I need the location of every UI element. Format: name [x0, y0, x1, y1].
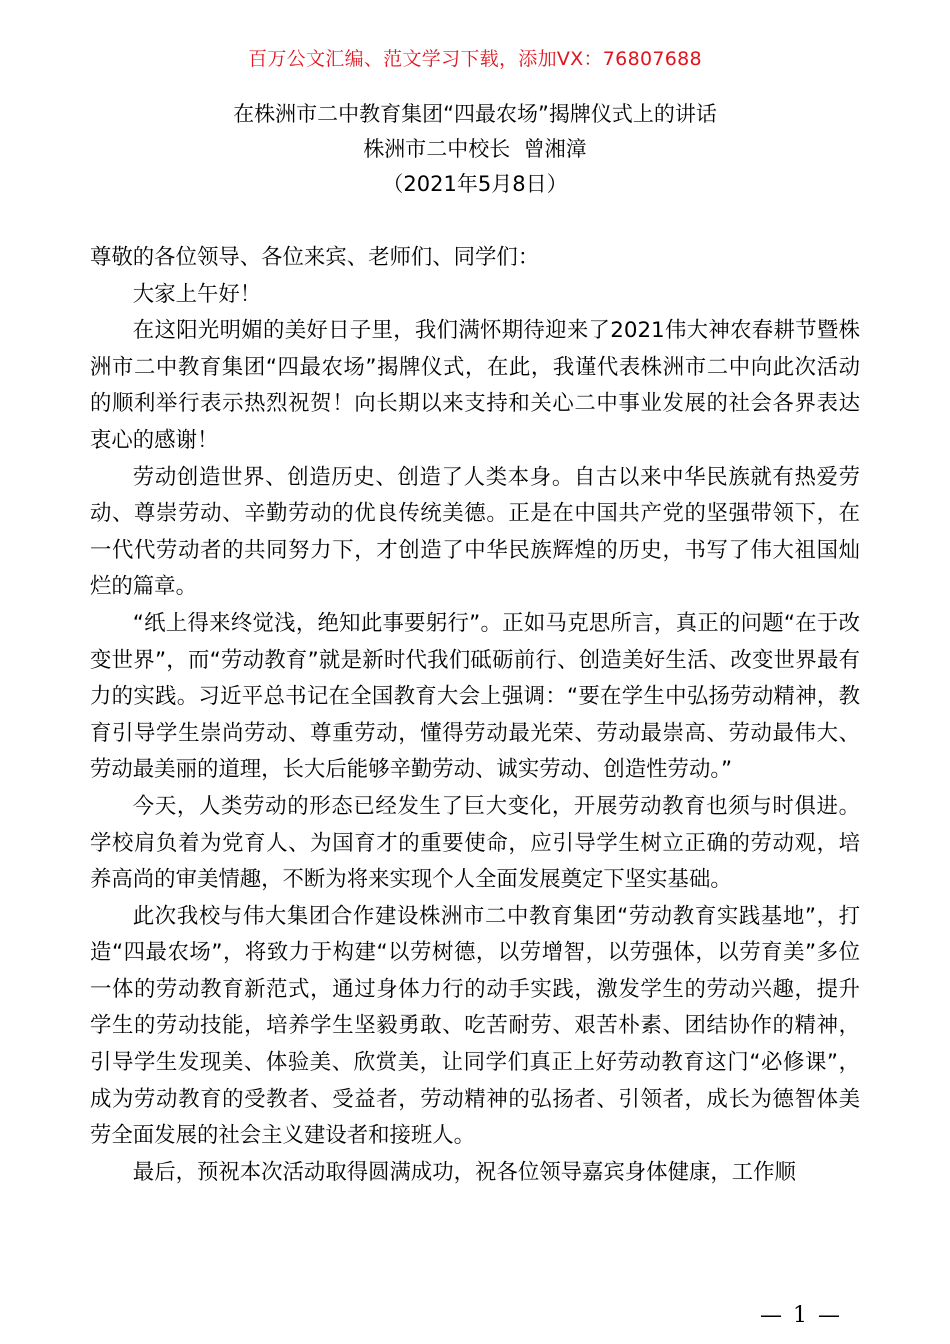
paragraph-labor-education: “纸上得来终觉浅，绝知此事要躬行”。正如马克思所言，真正的问题“在于改变世界”，而“劳动教育”就是新时代我们砥砺前行、创造美好生活、改变世界最有力的实践。习近平总书记在全国教育大会上强调：“要在学生中弘扬劳动精神，教育引导学生崇尚劳动、尊重劳动，懂得劳动最光荣、劳动最崇高、劳动最伟大、劳动最美丽的道理，长大后能够辛勤劳动、诚实劳动、创造性劳动。”	[90, 610, 860, 783]
speaker-line: 株洲市二中校长 曾湘漳	[363, 137, 587, 161]
paragraph-opening: 在这阳光明媚的美好日子里，我们满怀期待迎来了2021伟大神农春耕节暨株洲市二中教育集团“四最农场”揭牌仪式，在此，我谨代表株洲市二中向此次活动的顺利举行表示热烈祝贺！向长期以来支持和关心二中事业发展的社会各界表达衷心的感谢！	[90, 318, 860, 453]
paragraph-school-mission: 今天，人类劳动的形态已经发生了巨大变化，开展劳动教育也须与时俱进。学校肩负着为党育人、为国育才的重要使命，应引导学生树立正确的劳动观，培养高尚的审美情趣，不断为将来实现个人全面发展奠定下坚实基础。	[90, 793, 860, 893]
speech-body	[90, 240, 860, 1191]
page-number: — 1 —	[760, 1303, 842, 1328]
speech-header	[0, 97, 950, 202]
watermark-banner: 百万公文汇编、范文学习下载，添加VX：76807688	[248, 48, 702, 70]
paragraph-cooperation: 此次我校与伟大集团合作建设株洲市二中教育集团“劳动教育实践基地”，打造“四最农场”，将致力于构建“以劳树德，以劳增智，以劳强体，以劳育美”多位一体的劳动教育新范式，通过身体力行的动手实践，激发学生的劳动兴趣，提升学生的劳动技能，培养学生坚毅勇敢、吃苦耐劳、艰苦朴素、团结协作的精神，引导学生发现美、体验美、欣赏美，让同学们真正上好劳动教育这门“必修课”，成为劳动教育的受教者、受益者，劳动精神的弘扬者、引领者，成长为德智体美劳全面发展的社会主义建设者和接班人。	[90, 903, 860, 1149]
speech-title: 在株洲市二中教育集团“四最农场”揭牌仪式上的讲话	[233, 102, 717, 126]
paragraph-greeting: 大家上午好！	[132, 281, 262, 307]
paragraph-labor-history: 劳动创造世界、创造历史、创造了人类本身。自古以来中华民族就有热爱劳动、尊崇劳动、辛勤劳动的优良传统美德。正是在中国共产党的坚强带领下，在一代代劳动者的共同努力下，才创造了中华民族辉煌的历史，书写了伟大祖国灿烂的篇章。	[90, 464, 860, 600]
salutation: 尊敬的各位领导、各位来宾、老师们、同学们：	[90, 245, 540, 270]
speech-date: （2021年5月8日）	[382, 172, 568, 196]
paragraph-closing: 最后，预祝本次活动取得圆满成功，祝各位领导嘉宾身体健康，工作顺	[132, 1159, 796, 1185]
